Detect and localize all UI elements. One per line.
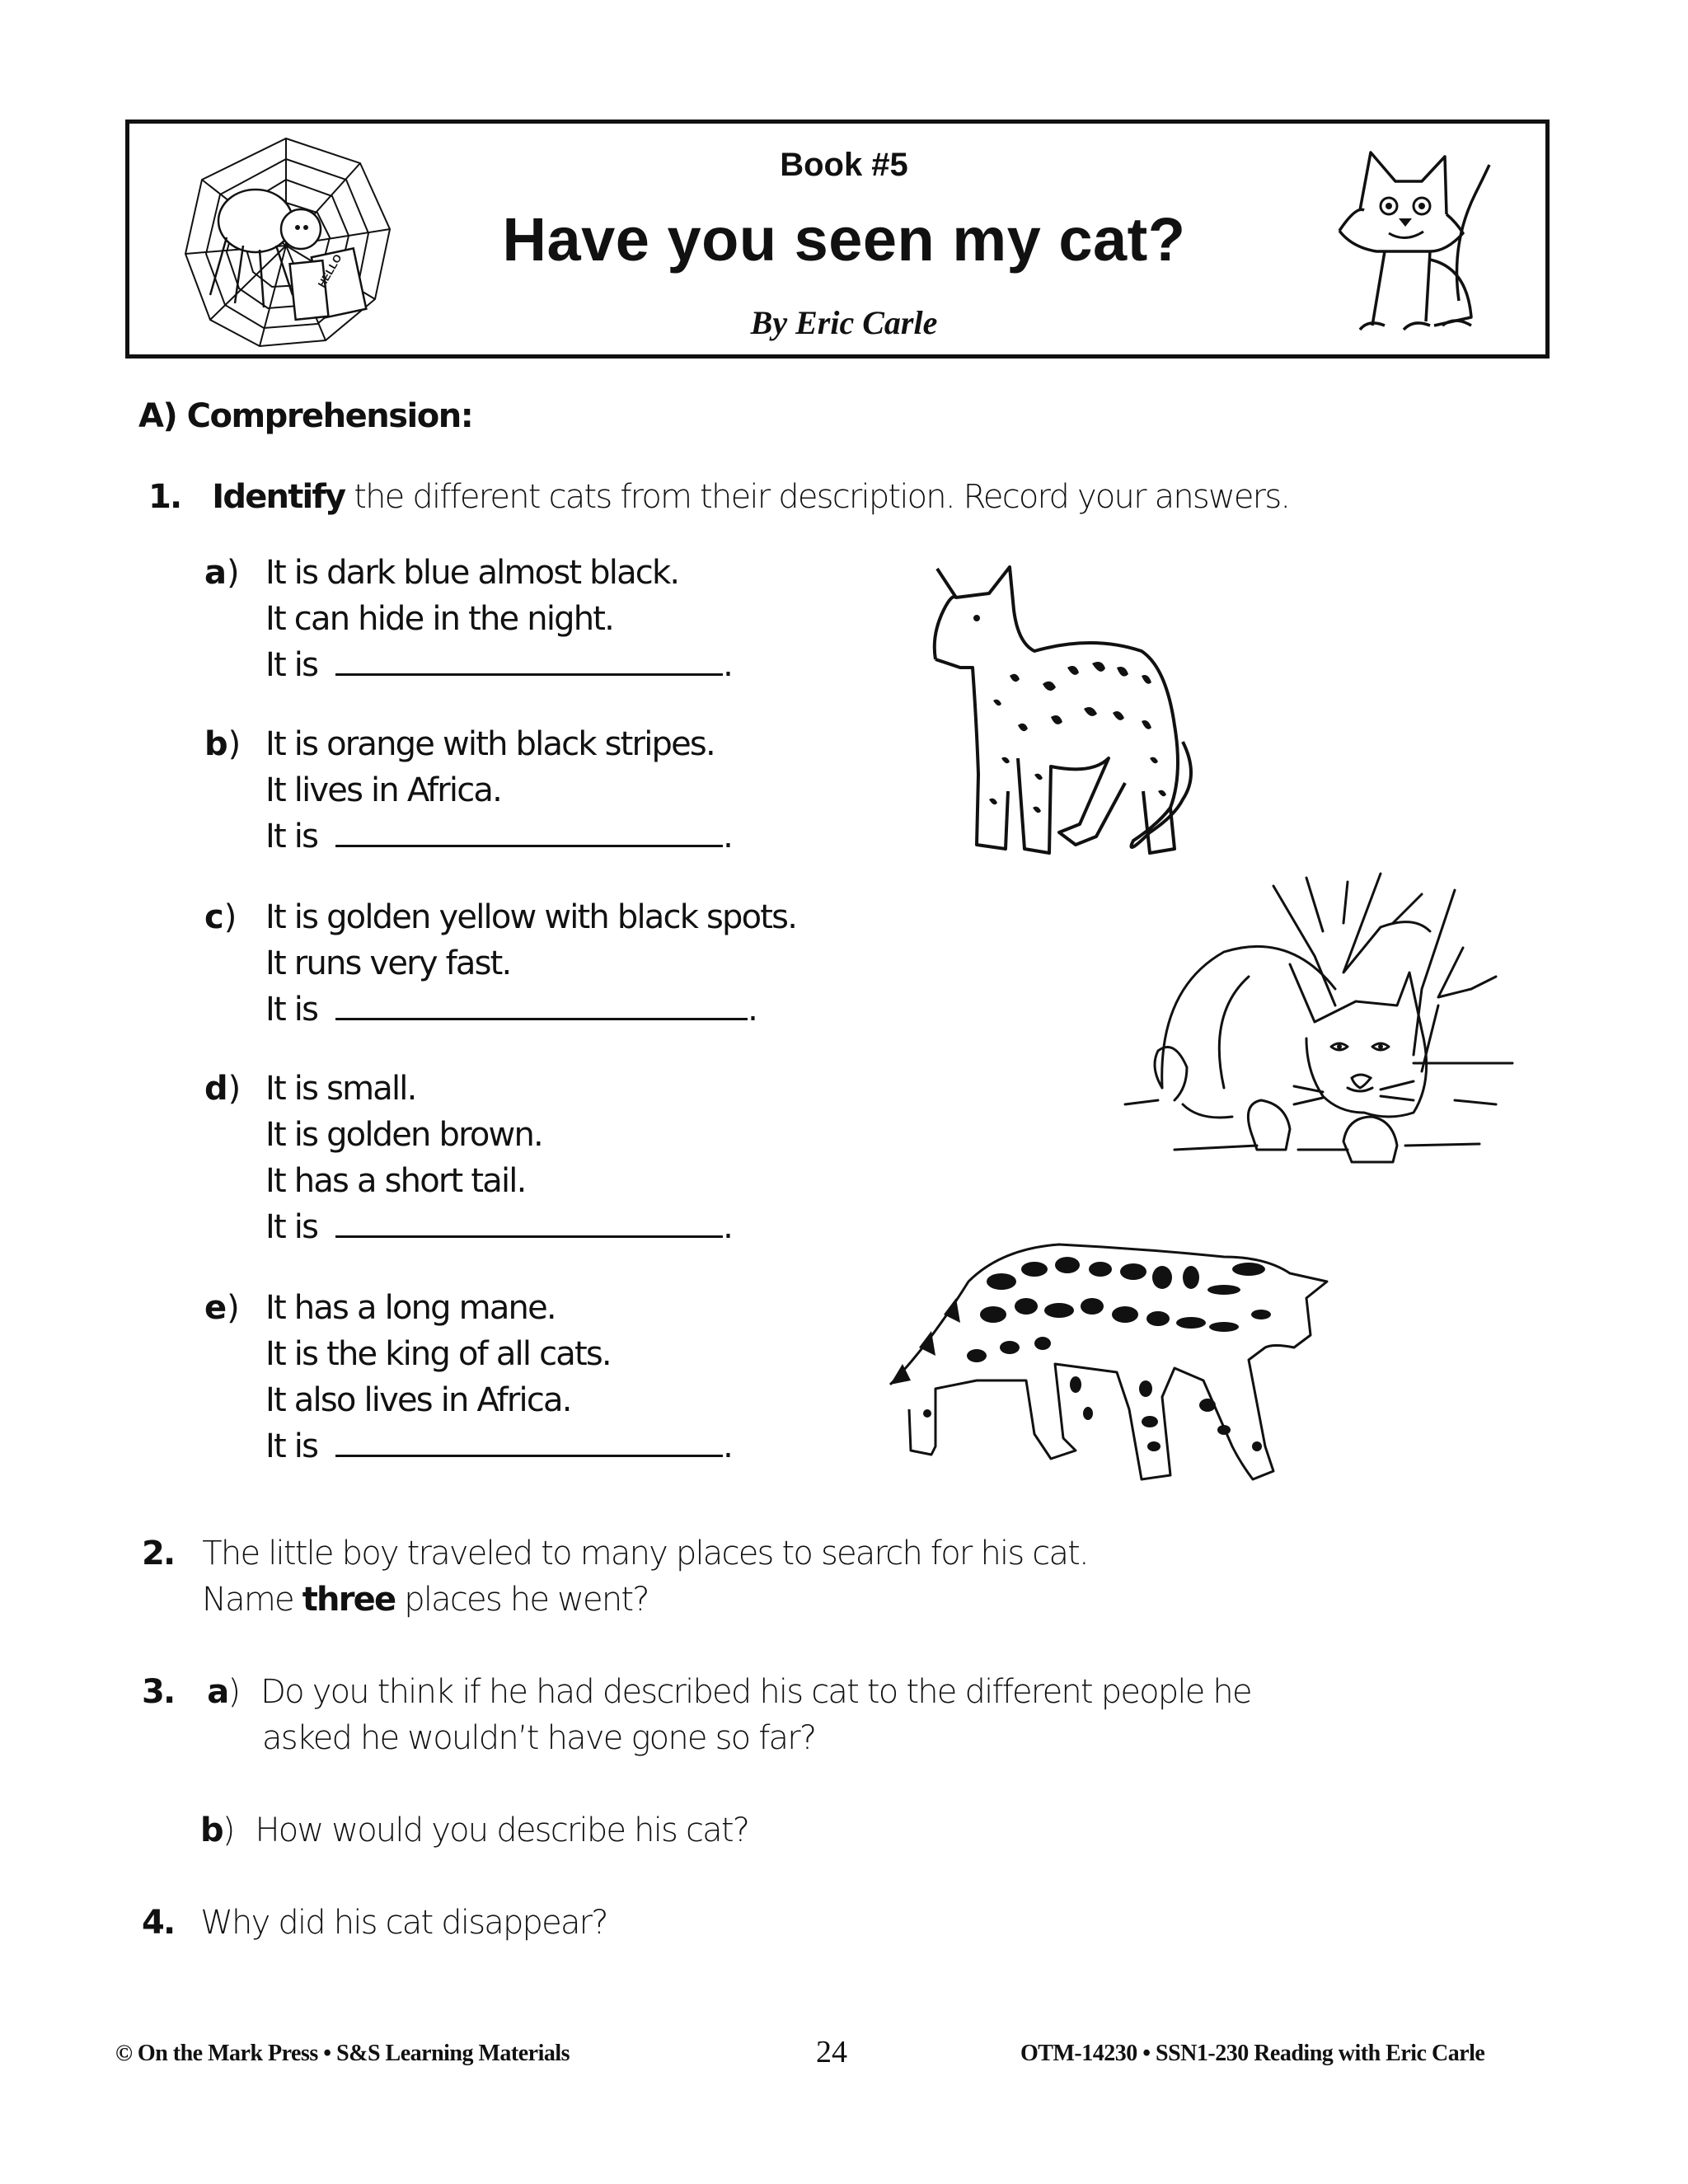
item-d-label: d) — [204, 1070, 241, 1108]
book-author: By Eric Carle — [750, 304, 938, 341]
question-1 — [148, 478, 1289, 516]
item-d-answer: It is . — [265, 1208, 733, 1246]
answer-blank-b[interactable] — [335, 820, 723, 847]
item-c-line-2: It runs very fast. — [265, 944, 511, 982]
question-1-keyword: Identify — [212, 478, 345, 516]
item-d-line-3: It has a short tail. — [265, 1162, 526, 1200]
item-d-line-1: It is small. — [265, 1070, 416, 1108]
answer-blank-d[interactable] — [335, 1211, 723, 1238]
question-3a-line-1: Do you think if he had described his cat to the different people he — [260, 1673, 1251, 1711]
item-b-line-1: It is orange with black stripes. — [265, 725, 715, 763]
item-a-label: a) — [204, 554, 240, 592]
item-e-line-2: It is the king of all cats. — [265, 1335, 611, 1373]
page-title: Have you seen my cat? — [502, 205, 1186, 274]
question-3b: b) How would you describe his cat? — [200, 1811, 749, 1849]
item-e-answer: It is . — [265, 1427, 733, 1465]
answer-blank-a[interactable] — [335, 649, 723, 676]
question-2: 2. The little boy traveled to many places to search for his cat. — [142, 1535, 1088, 1572]
answer-blank-c[interactable] — [335, 993, 748, 1020]
ocelot-illustration — [878, 1232, 1339, 1488]
item-e-label: e) — [204, 1289, 240, 1327]
question-number: 1. — [148, 478, 181, 516]
item-b-line-2: It lives in Africa. — [265, 771, 502, 809]
book-number: Book #5 — [780, 147, 908, 183]
question-2-line-2: Name three places he went? — [202, 1581, 649, 1619]
jaguar-illustration — [927, 560, 1273, 865]
item-d-line-2: It is golden brown. — [265, 1116, 542, 1154]
item-c-line-1: It is golden yellow with black spots. — [265, 898, 797, 936]
answer-blank-e[interactable] — [335, 1430, 723, 1457]
item-e-line-1: It has a long mane. — [265, 1289, 556, 1327]
question-1-text: the different cats from their description. Record your answers. — [345, 478, 1290, 516]
item-b-answer: It is . — [265, 818, 733, 855]
lynx-illustration — [1109, 865, 1554, 1187]
item-a-answer: It is . — [265, 646, 733, 684]
footer-product-code: OTM-14230 • SSN1-230 Reading with Eric Carle — [1020, 2041, 1485, 2066]
question-3a: 3. a) Do you think if he had described his cat to the different people he — [142, 1673, 1251, 1711]
question-3a-line-2: asked he wouldn’t have gone so far? — [262, 1719, 816, 1757]
question-4: 4. Why did his cat disappear? — [142, 1904, 607, 1942]
page-number: 24 — [816, 2035, 847, 2069]
item-a-line-2: It can hide in the night. — [265, 600, 614, 638]
question-3b-text: How would you describe his cat? — [255, 1811, 749, 1849]
item-b-label: b) — [204, 725, 241, 763]
question-2-line-1: The little boy traveled to many places to search for his cat. — [202, 1535, 1088, 1572]
item-c-answer: It is . — [265, 991, 757, 1029]
question-4-text: Why did his cat disappear? — [200, 1904, 607, 1942]
svg-text:HELLO: HELLO — [315, 251, 345, 290]
item-c-label: c) — [204, 898, 237, 936]
section-heading: A) Comprehension: — [138, 397, 473, 435]
footer-copyright: © On the Mark Press • S&S Learning Materials — [115, 2041, 570, 2066]
item-a-line-1: It is dark blue almost black. — [265, 554, 679, 592]
item-e-line-3: It also lives in Africa. — [265, 1381, 571, 1419]
